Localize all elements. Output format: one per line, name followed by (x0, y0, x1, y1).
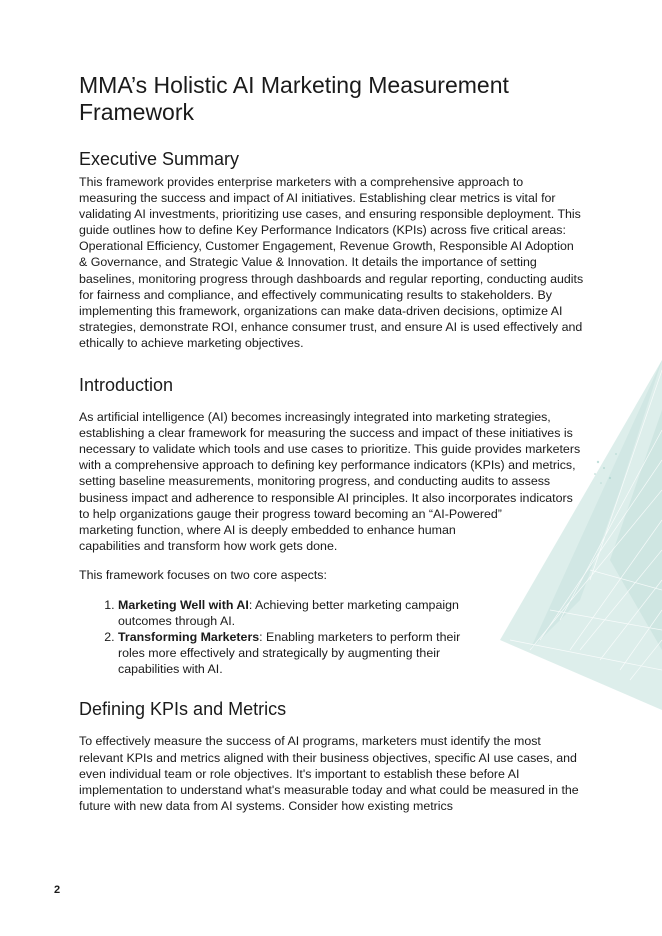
list-item (118, 597, 473, 629)
introduction-body-main: As artificial intelligence (AI) becomes increasingly integrated into marketing strategies, establishing a clear framework for measuring the success and impact of these initiatives is necessary to validate which tools and use cases to prioritize. This guide provides marketers with a comprehensive approach to defining key performance indicators (KPIs) and metrics, setting baseline measurements, monitoring progress, and conducting audits to assess business impact and adherence to responsible AI principles. It also incorporates indicators to help organizations gauge their progress toward becoming an “AI-Powered” (79, 410, 581, 521)
page-content (79, 72, 584, 814)
list-item (118, 629, 473, 677)
introduction-body (79, 409, 584, 554)
aspect-term: Transforming Marketers (118, 630, 260, 645)
core-aspects-list (79, 597, 473, 677)
aspect-description: : Achieving better marketing campaign outcomes through AI. (118, 597, 459, 629)
executive-summary-body: This framework provides enterprise marketers with a comprehensive approach to measuring the success and impact of AI initiatives. Establishing clear metrics is vital for validating AI investments, prioritizing use cases, and ensuring responsible deployment. This guide outlines how to define Key Performance Indicators (KPIs) across five critical areas: Operational Efficiency, Customer Engagement, Revenue Growth, Responsible AI Adoption & Governance, and Strategic Value & Innovation. It details the importance of setting baselines, monitoring progress through dashboards and regular reporting, conducting audits for fairness and compliance, and effectively communicating results to stakeholders. By implementing this framework, organizations can make data-driven decisions, optimize AI strategies, demonstrate ROI, enhance consumer trust, and ensure AI is used effectively and ethically to achieve marketing objectives. (79, 175, 584, 350)
introduction-heading: Introduction (79, 375, 174, 396)
aspect-term: Marketing Well with AI (118, 597, 249, 612)
defining-kpis-heading: Defining KPIs and Metrics (79, 699, 287, 720)
focus-intro: This framework focuses on two core aspects: (79, 567, 327, 582)
introduction-body-cont: marketing function, where AI is deeply embedded to enhance human (79, 522, 456, 537)
aspect-description: : Enabling marketers to perform their roles more effectively and strategically by augmenting their capabilities with AI. (118, 630, 461, 677)
executive-summary-heading: Executive Summary (79, 149, 240, 169)
introduction-body-end: capabilities and transform how work gets done. (79, 538, 338, 553)
defining-kpis-body: To effectively measure the success of AI programs, marketers must identify the most relevant KPIs and metrics aligned with their business objectives, specific AI use cases, and even individual team or role objectives. It's important to establish these before AI implementation to understand what's measurable today and what could be measured in the future with new data from AI systems. Consider how existing metrics (79, 734, 579, 813)
document-title: MMA’s Holistic AI Marketing Measurement Framework (79, 72, 509, 125)
page-number: 2 (54, 884, 61, 896)
